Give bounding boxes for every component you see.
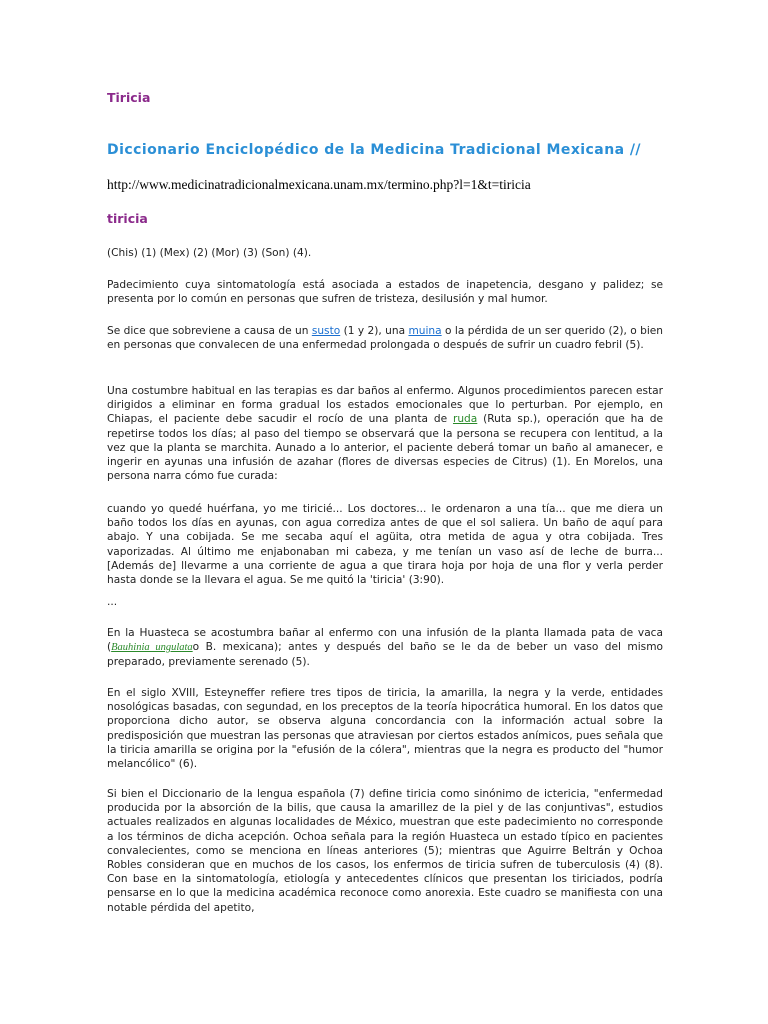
huasteca-text-1: En la Huasteca se acostumbra bañar al enfermo con una infusión de la planta llamada pata de vaca ( bbox=[107, 627, 663, 654]
regions-paragraph: (Chis) (1) (Mex) (2) (Mor) (3) (Son) (4). bbox=[107, 247, 312, 259]
quote-paragraph: cuando yo quedé huérfana, yo me tiricié... Los doctores... le ordenaron a una tía... que me diera un baño todos los días en ayunas, con agua corrediza antes de que el sol saliera. Un baño de aquí para abajo. Y una cobijada. Se me secaba aquí el agüita, otra metida de agua y otra cobijada. Tres vaporizadas. Al último me enjabonaban mi cabeza, y me tenían un vaso así de leche de burra... [Además de] llevarme a una corriente de agua a que tirara hoja por hoja de una flor y verla perder hasta donde se la llevara el agua. Se me quitó la 'tiricia' (3:90). bbox=[107, 503, 663, 587]
muina-link[interactable]: muina bbox=[408, 325, 442, 337]
causes-paragraph bbox=[107, 324, 663, 352]
causes-text-3: o la pérdida de un ser querido (2), o bien en personas que convalecen de una enfermedad prolongada o después de sufrir un cuadro febril (5). bbox=[107, 325, 663, 352]
term-heading: tiricia bbox=[107, 211, 148, 226]
ruda-link[interactable]: ruda bbox=[452, 413, 478, 426]
huasteca-text-2: o B. mexicana); antes y después del baño se le da de beber un vaso del mismo preparado, previamente serenado (5). bbox=[107, 641, 663, 669]
dictionary-paragraph: Si bien el Diccionario de la lengua española (7) define tiricia como sinónimo de ictericia, "enfermedad producida por la absorción de la bilis, que causa la amarillez de la piel y de las conjuntivas", estudios actuales realizados en algunas localidades de México, muestran que este padecimiento no corresponde a los términos de dicha acepción. Ochoa señala para la región Huasteca un estado típico en pacientes convalecientes, como se menciona en líneas anteriores (5); mientras que Aguirre Beltrán y Ochoa Robles consideran que en muchos de los casos, los enfermos de tiricia sufren de tuberculosis (4) (8). Con base en la sintomatología, etiología y antecedentes clínicos que presentan los tiriciados, podría pensarse en lo que la medicina académica reconoce como anorexia. Este cuadro se manifiesta con una notable pérdida del apetito, bbox=[107, 788, 663, 914]
history-paragraph: En el siglo XVIII, Esteyneffer refiere tres tipos de tiricia, la amarilla, la negra y la verde, entidades nosológicas basadas, con segundad, en los preceptos de la teoría hipocrática humoral. En los datos que proporciona dicho autor, se observa alguna concordancia con la información actual sobre la predisposición que muestran las personas que atraviesan por ciertos estados anímicos, pues señala que la tiricia amarilla se origina por la "efusión de la cólera", mientras que la negra es producto del "humor melancólico" (6). bbox=[107, 687, 663, 771]
susto-link[interactable]: susto bbox=[311, 325, 341, 337]
document-title: Tiricia bbox=[107, 90, 151, 105]
therapy-text-2: (Ruta sp.), operación que ha de repetirse todos los días; al paso del tiempo se observará que la persona se recupera con lentitud, a la vez que la planta se marchita. Aunado a lo anterior, el paciente deberá tomar un baño al amanecer, e ingerir en ayunas una infusión de azahar (flores de diversas especies de Citrus) (1). En Morelos, una persona narra cómo fue curada: bbox=[107, 413, 663, 483]
causes-text-2: (1 y 2), una bbox=[340, 325, 409, 337]
source-url: http://www.medicinatradicionalmexicana.unam.mx/termino.php?l=1&t=tiricia bbox=[107, 177, 531, 192]
definition-paragraph: Padecimiento cuya sintomatología está asociada a estados de inapetencia, desgano y palidez; se presenta por lo común en personas que sufren de tristeza, desilusión y mal humor. bbox=[107, 279, 663, 306]
bauhinia-link[interactable]: Bauhinia ungulata bbox=[111, 642, 193, 654]
huasteca-paragraph bbox=[107, 626, 663, 670]
dictionary-heading: Diccionario Enciclopédico de la Medicina Tradicional Mexicana // bbox=[107, 142, 641, 158]
therapy-paragraph bbox=[107, 384, 663, 483]
therapy-text-1: Una costumbre habitual en las terapias es dar baños al enfermo. Algunos procedimientos parecen estar dirigidos a eliminar en forma gradual los estados emocionales que lo perturban. Por ejemplo, en Chiapas, el paciente debe sacudir el rocío de una planta de bbox=[107, 385, 663, 426]
ellipsis-paragraph: ... bbox=[107, 596, 118, 608]
causes-text-1: Se dice que sobreviene a causa de un bbox=[107, 325, 312, 337]
